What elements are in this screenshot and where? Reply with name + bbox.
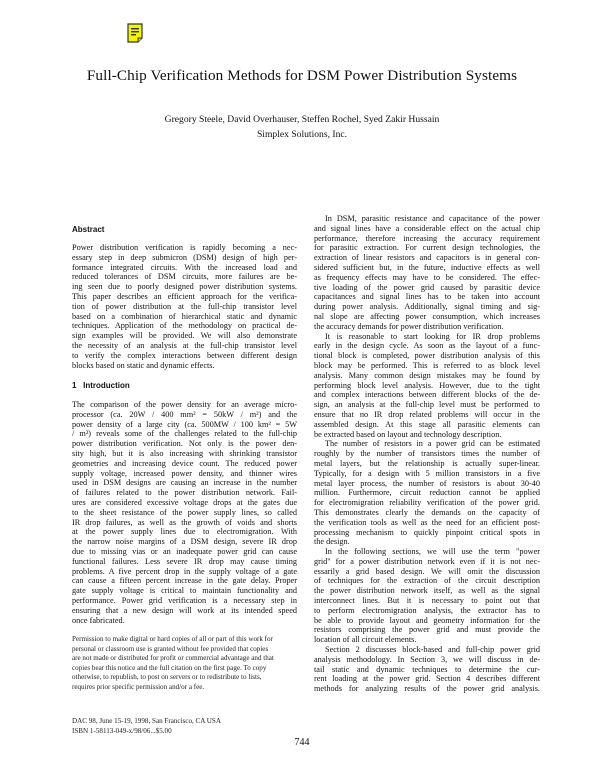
text-line: tail static and dynamic techniques to determine the cur- bbox=[314, 664, 540, 674]
text-line: the necessity of an analysis at the full-chip transistor level bbox=[72, 340, 297, 350]
text-line: to verify the complex interactions between different design bbox=[72, 350, 297, 360]
text-line: This demonstrates clearly the demands on the capacity of bbox=[314, 507, 540, 517]
text-line: supply voltage, increased power density, and thinner wires bbox=[72, 468, 297, 478]
text-line: based on a combination of hierarchical static and dynamic bbox=[72, 311, 297, 321]
text-line: otherwise, to republish, to post on servers or to redistribute to lists, bbox=[72, 673, 262, 681]
text-line: processor (ca. 20W / 400 mm² = 50kW / m²) and the bbox=[72, 409, 297, 419]
text-line: Section 2 discusses block-based and full-chip power grid bbox=[325, 645, 540, 655]
text-line: be able to provide layout and geometry information for the bbox=[314, 615, 540, 625]
text-line: geometries and increasing device count. The reduced power bbox=[72, 458, 297, 468]
paragraph bbox=[72, 243, 297, 370]
paragraph bbox=[72, 400, 297, 625]
text-line: performing block level analysis. However, due to the tight bbox=[314, 380, 540, 390]
text-line: of failures related to the power distribution network. Fail- bbox=[72, 488, 297, 498]
text-line: to perform electromigration analysis, the extractor has to bbox=[314, 605, 540, 615]
text-line: are not made or distributed for profit or commercial advantage and that bbox=[72, 654, 274, 662]
text-line: tion of power distribution at the full-chip transistor level bbox=[72, 301, 297, 311]
text-line: grid" for a power distribution network even if it is not nec- bbox=[314, 556, 540, 566]
text-line: problems. A five percent drop in the supply voltage of a gate bbox=[72, 566, 297, 576]
text-line: rent loading at the power grid. Section 4 describes different bbox=[314, 674, 540, 684]
text-line: due to missing vias or an inadequate power grid can cause bbox=[72, 546, 297, 556]
text-line: formance integrated circuits. With the increased load and bbox=[72, 262, 297, 272]
text-line: Permission to make digital or hard copies of all or part of this work for bbox=[72, 635, 273, 643]
text-line: roughly by the number of transistors times the number of bbox=[314, 449, 540, 459]
text-line: DAC 98, June 15-19, 1998, San Francisco, CA USA bbox=[72, 717, 221, 725]
text-line: be extracted based on layout and technology description. bbox=[314, 429, 502, 439]
text-line: analysis methodology. In Section 3, we will discuss in de- bbox=[314, 654, 540, 664]
text-line: The comparison of the power density for an average micro- bbox=[72, 400, 297, 409]
conference-info bbox=[72, 716, 297, 736]
text-line: the power distribution network itself, as well as the signal bbox=[314, 586, 540, 596]
text-line: analysis. Many common design mistakes may be found by bbox=[314, 370, 540, 380]
text-line: ISBN 1-58113-049-x/98/06...$5.00 bbox=[72, 727, 172, 735]
paragraph bbox=[314, 439, 540, 547]
introduction-heading: 1 Introduction bbox=[72, 381, 130, 390]
paragraph bbox=[314, 547, 540, 645]
page-number: 744 bbox=[294, 737, 310, 748]
text-line: during power analysis. Additionally, signal timing and sig- bbox=[314, 302, 540, 312]
text-line: ing seen due to poorly designed power distribution systems. bbox=[72, 282, 297, 292]
text-line: as frequency effects may have to be considered. The effec- bbox=[314, 272, 540, 282]
text-line: metal layers, but the relationship is actually super-linear. bbox=[314, 458, 540, 468]
text-line: the accuracy demands for power distribution verification. bbox=[314, 321, 504, 331]
text-line: Power distribution verification is rapidly becoming a nec- bbox=[72, 243, 297, 252]
text-line: the verification tools as well as the need for an efficient post- bbox=[314, 517, 540, 527]
text-line: metal layer process, the number of resistors is about 30-40 bbox=[314, 478, 540, 488]
note-annotation-icon[interactable] bbox=[127, 23, 143, 43]
text-line: blocks based on static and dynamic effects. bbox=[72, 360, 215, 370]
text-line: / m²) reveals some of the challenges related to the full-chip bbox=[72, 429, 297, 439]
text-line: functional failures. Less severe IR drop may cause timing bbox=[72, 556, 297, 566]
text-line: extraction of linear resistors and capacitors is in general con- bbox=[314, 253, 540, 263]
text-line: The number of resistors in a power grid can be estimated bbox=[325, 439, 540, 449]
text-line: at the power supply lines due to electromigration. With bbox=[72, 527, 297, 537]
text-line: for parasitic extraction. For current design technologies, the bbox=[314, 243, 540, 253]
text-line: sidered sufficient but, in the future, inductive effects as well bbox=[314, 262, 540, 272]
text-line: In DSM, parasitic resistance and capacitance of the power bbox=[325, 214, 540, 223]
text-line: used in DSM designs are causing an increase in the number bbox=[72, 478, 297, 488]
text-line: personal or classroom use is granted without fee provided that copies bbox=[72, 644, 269, 653]
text-line: Typically, for a design with 5 million transistors in a five bbox=[314, 468, 540, 478]
text-line: once fabricated. bbox=[72, 615, 125, 625]
text-line: to the sheet resistance of the power supply lines, so called bbox=[72, 507, 297, 517]
author-block bbox=[0, 112, 600, 142]
text-line: This paper describes an efficient approach for the verifica- bbox=[72, 291, 297, 301]
text-line: In the following sections, we will use the term "power bbox=[325, 547, 540, 557]
text-line: nal slope are affecting power consumption, which increases bbox=[314, 311, 540, 321]
text-line: tive loading of the power grid caused by parasitic device bbox=[314, 282, 540, 292]
paragraph bbox=[314, 645, 540, 694]
text-line: ensuring that a new design will work at its intended speed bbox=[72, 605, 297, 615]
text-line: requires prior specific permission and/or a fee. bbox=[72, 682, 205, 691]
text-line: IR drop failures, as well as the growth of voids and shorts bbox=[72, 517, 297, 527]
text-line: sign, an analysis at the full-chip level must be performed to bbox=[314, 400, 540, 410]
text-line: sity high, but it is also increasing with shrinking transistor bbox=[72, 448, 297, 458]
text-line: essary step in deep submicron (DSM) design of high per- bbox=[72, 252, 297, 262]
text-line: techniques. Application of the methodology on practical de- bbox=[72, 321, 297, 331]
text-line: sign examples will be provided. We will also demonstrate bbox=[72, 331, 297, 341]
text-line: essarily a grid based design. We will omit the discussion bbox=[314, 566, 540, 576]
paper-title: Full-Chip Verification Methods for DSM Power Distribution Systems bbox=[86, 67, 518, 84]
text-line: performance. Power grid verification is a necessary step in bbox=[72, 595, 297, 605]
text-line: of techniques for the extraction of the circuit description bbox=[314, 576, 540, 586]
text-line: resistors comprising the power grid and must provide the bbox=[314, 625, 540, 635]
paragraph bbox=[314, 214, 540, 332]
introduction-body bbox=[72, 400, 297, 625]
abstract-body bbox=[72, 243, 297, 370]
text-line: performance, therefore increasing the accuracy requirement bbox=[314, 233, 540, 243]
text-line: can cause a fifteen percent increase in the gate delay. Proper bbox=[72, 576, 297, 586]
text-line: ensure that no IR drop related problems will occur in the bbox=[314, 409, 540, 419]
text-line: ures are considered excessive voltage drops at the gates due bbox=[72, 497, 297, 507]
text-line: capacitances and signal lines has to be taken into account bbox=[314, 292, 540, 302]
text-line: reduced tolerances of DSM circuits, more failures are be- bbox=[72, 272, 297, 282]
abstract-heading: Abstract bbox=[72, 225, 105, 234]
right-column-body bbox=[314, 214, 540, 694]
text-line: million. Furthermore, circuit reduction cannot be applied bbox=[314, 488, 540, 498]
text-line: location of all circuit elements. bbox=[314, 635, 417, 645]
permission-notice bbox=[72, 635, 297, 692]
text-line: processing mechanism to quickly pinpoint critical spots in bbox=[314, 527, 540, 537]
text-line: methods for analyzing results of the power grid analysis. bbox=[314, 684, 540, 694]
text-line: copies bear this notice and the full citation on the first page. To copy bbox=[72, 663, 267, 672]
text-line: early in the design cycle. As soon as the layout of a func- bbox=[314, 341, 540, 351]
authors: Gregory Steele, David Overhauser, Steffen Rochel, Syed Zakir Hussain bbox=[164, 114, 440, 125]
text-line: the narrow noise margins of a DSM design, severe IR drop bbox=[72, 537, 297, 547]
text-line: gate supply voltage is critical to maintain functionality and bbox=[72, 586, 297, 596]
text-line: block may be performed. This is referred to as block level bbox=[314, 360, 540, 370]
text-line: tional block is completed, power distribution analysis of this bbox=[314, 351, 540, 361]
text-line: power distribution verification. Not only is the power den- bbox=[72, 439, 297, 449]
text-line: and complex interactions between different blocks of the de- bbox=[314, 390, 540, 400]
text-line: for electromigration reliability verification of the power grid. bbox=[314, 498, 540, 508]
text-line: interconnect lines. But it is necessary to point out that bbox=[314, 596, 540, 606]
text-line: and signal lines have a considerable effect on the actual chip bbox=[314, 223, 540, 233]
text-line: the design. bbox=[314, 537, 350, 547]
paragraph bbox=[314, 332, 540, 440]
text-line: It is reasonable to start looking for IR drop problems bbox=[325, 331, 540, 341]
text-line: power density of a large city (ca. 500MW / 100 km² = 5W bbox=[72, 419, 297, 429]
affiliation: Simplex Solutions, Inc. bbox=[256, 129, 348, 140]
text-line: assembled design. At this stage all parasitic elements can bbox=[314, 419, 540, 429]
